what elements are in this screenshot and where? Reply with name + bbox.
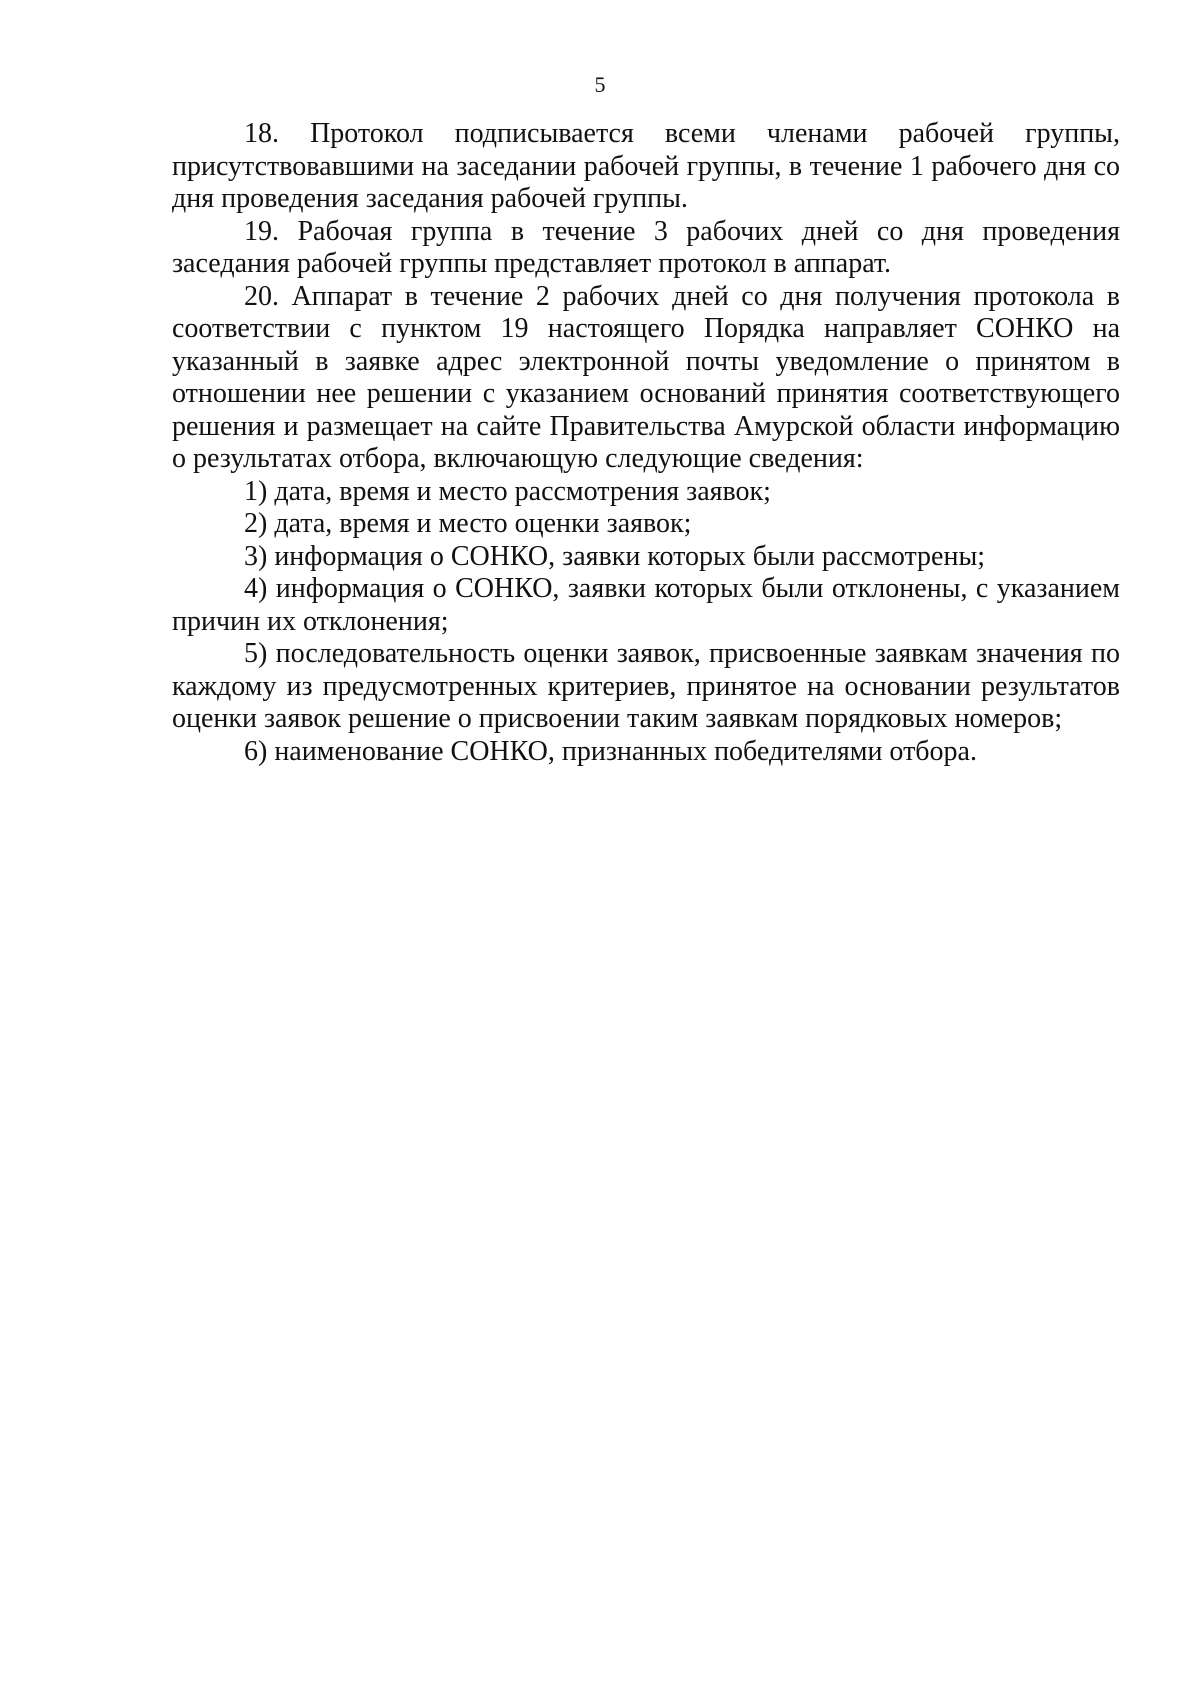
list-item-5: 5) последовательность оценки заявок, присвоенные заявкам значения по каждому из предусмотренных критериев, принятое на основании результатов оценки заявок решение о присвоении таким заявкам порядковых номеров; (172, 638, 1120, 734)
page-number: 5 (594, 72, 606, 97)
paragraph-19: 19. Рабочая группа в течение 3 рабочих дней со дня проведения заседания рабочей группы представляет протокол в аппарат. (172, 215, 1120, 279)
document-body (172, 118, 1120, 768)
paragraph-20: 20. Аппарат в течение 2 рабочих дней со дня получения протокола в соответствии с пунктом 19 настоящего Порядка направляет СОНКО на указанный в заявке адрес электронной почты уведомление о принятом в отношении нее решении с указанием оснований принятия соответствующего решения и размещает на сайте Правительства Амурской области информацию о результатах отбора, включающую следующие сведения: (172, 280, 1120, 474)
list-item-6: 6) наименование СОНКО, признанных победителями отбора. (244, 735, 977, 767)
list-item-4: 4) информация о СОНКО, заявки которых были отклонены, с указанием причин их отклонения; (172, 573, 1120, 637)
paragraph-18: 18. Протокол подписывается всеми членами рабочей группы, присутствовавшими на заседании рабочей группы, в течение 1 рабочего дня со дня проведения заседания рабочей группы. (172, 118, 1120, 214)
list-item-2: 2) дата, время и место оценки заявок; (244, 508, 692, 539)
list-item-1: 1) дата, время и место рассмотрения заявок; (244, 475, 771, 507)
list-item-3: 3) информация о СОНКО, заявки которых были рассмотрены; (244, 540, 986, 572)
